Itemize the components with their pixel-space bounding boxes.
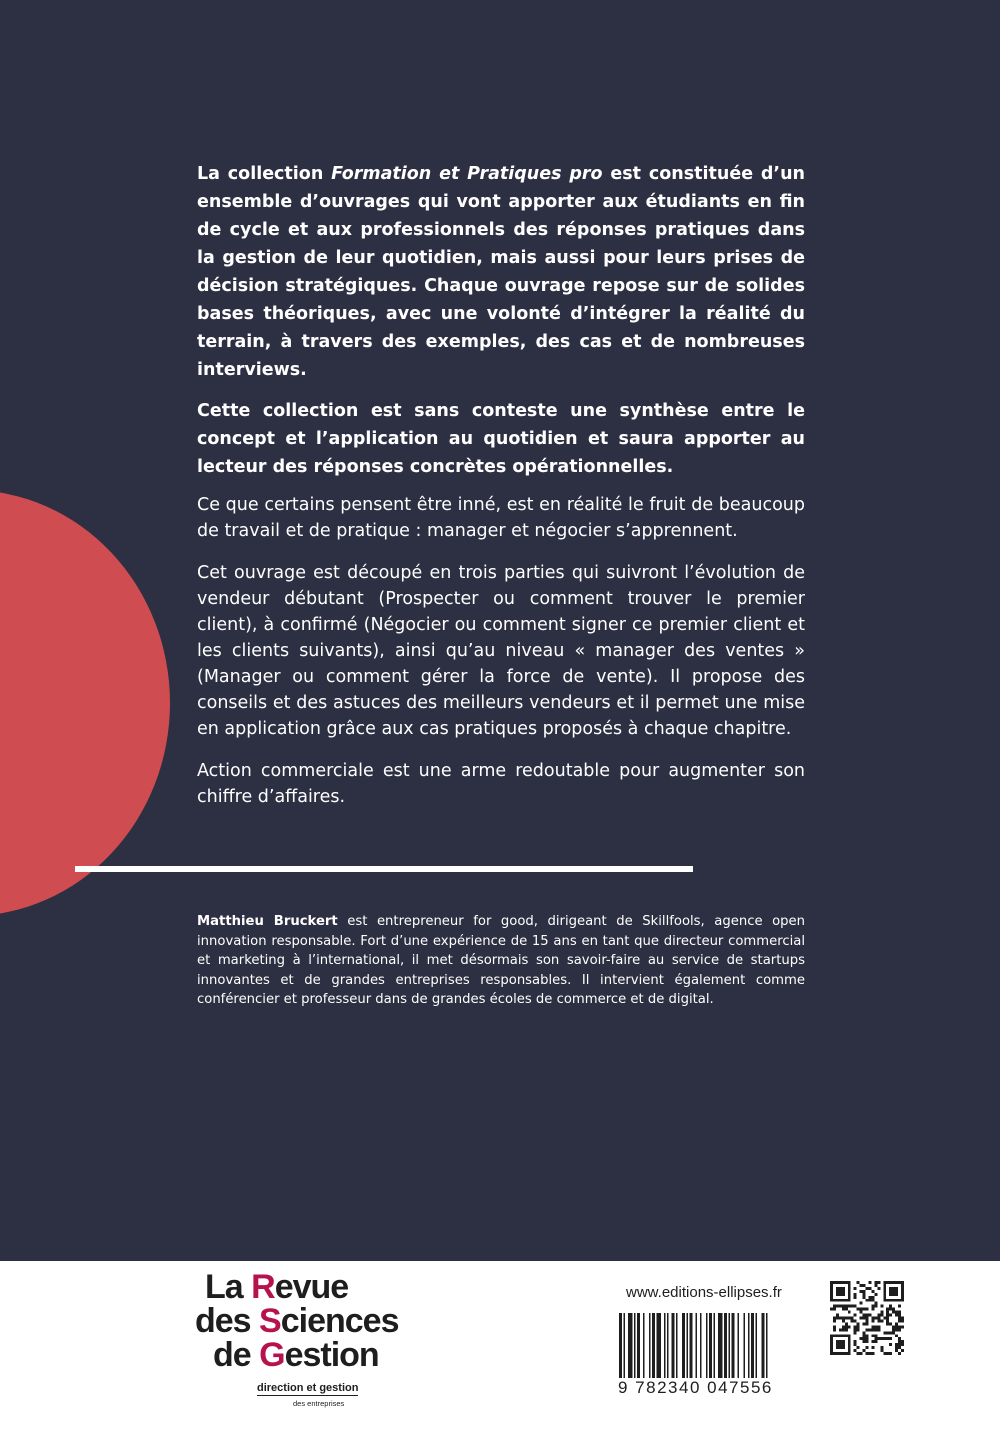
qr-module: [830, 1299, 851, 1302]
qr-module: [830, 1334, 833, 1355]
qr-module: [895, 1328, 898, 1331]
qr-module: [871, 1319, 874, 1322]
qr-module: [842, 1305, 845, 1308]
qr-module: [866, 1319, 869, 1322]
logo-line-1: La Revue: [205, 1268, 349, 1306]
qr-module: [886, 1308, 889, 1311]
qr-module: [871, 1328, 874, 1331]
qr-module: [892, 1308, 895, 1311]
barcode-bar: [649, 1313, 651, 1378]
qr-module: [883, 1281, 904, 1284]
barcode-bar: [637, 1313, 640, 1378]
qr-module: [833, 1317, 836, 1320]
qr-module: [851, 1319, 854, 1322]
qr-module: [871, 1305, 874, 1308]
qr-module: [860, 1308, 863, 1311]
barcode-bar: [687, 1313, 689, 1378]
qr-module: [868, 1281, 871, 1284]
qr-module: [880, 1337, 883, 1340]
qr-module: [851, 1317, 854, 1320]
qr-module: [868, 1296, 871, 1299]
qr-module: [830, 1308, 833, 1311]
qr-module: [895, 1325, 898, 1328]
qr-module: [848, 1305, 851, 1308]
qr-module: [842, 1325, 845, 1328]
qr-module: [877, 1314, 880, 1317]
collection-intro: [197, 160, 805, 494]
qr-module: [836, 1317, 839, 1320]
qr-module: [886, 1314, 889, 1317]
qr-module: [860, 1311, 863, 1314]
qr-module: [848, 1281, 851, 1302]
qr-module: [863, 1340, 866, 1343]
barcode-bar: [634, 1313, 636, 1378]
qr-module: [839, 1305, 842, 1308]
description-paragraph-2: Cet ouvrage est découpé en trois parties qui suivront l’évolution de vendeur débutant (Prospecter ou comment trouver le premier client), à confirmé (Négocier ou comment signer ce premier client et les clients suivants), ainsi qu’au niveau « manager des ventes » (Manager ou comment gérer la force de vente). Il propose des conseils et des astuces des meilleurs vendeurs et il permet une mise en application grâce aux cas pratiques proposés à chaque chapitre.: [197, 563, 805, 739]
qr-module: [874, 1293, 877, 1296]
divider-line: [75, 866, 693, 872]
qr-module: [898, 1317, 901, 1320]
qr-module: [895, 1343, 898, 1346]
qr-module: [866, 1299, 869, 1302]
qr-module: [857, 1308, 860, 1311]
qr-module: [863, 1308, 866, 1311]
qr-module: [833, 1308, 836, 1311]
qr-module: [889, 1308, 892, 1311]
qr-module: [830, 1334, 851, 1337]
qr-module: [863, 1317, 866, 1320]
qr-module: [842, 1317, 845, 1320]
logo-line-2: des Sciences: [195, 1302, 399, 1340]
collection-name: Formation et Pratiques pro: [331, 164, 603, 184]
qr-module: [866, 1287, 869, 1290]
qr-module: [871, 1296, 874, 1299]
barcode-bar: [732, 1313, 735, 1378]
qr-module: [863, 1314, 866, 1317]
qr-module: [871, 1299, 874, 1302]
barcode-bar: [766, 1313, 768, 1378]
barcode-bar: [696, 1313, 698, 1378]
book-description: [197, 492, 805, 826]
qr-module: [866, 1346, 869, 1349]
qr-module: [877, 1337, 880, 1340]
qr-module: [895, 1334, 898, 1337]
qr-module: [898, 1311, 901, 1314]
qr-module: [901, 1343, 904, 1346]
qr-module: [886, 1311, 889, 1314]
qr-module: [874, 1281, 877, 1284]
isbn-barcode: [617, 1313, 813, 1378]
qr-module: [866, 1340, 869, 1343]
qr-module: [871, 1308, 874, 1311]
qr-module: [836, 1314, 839, 1317]
qr-module: [830, 1281, 833, 1302]
publisher-url: www.editions-ellipses.fr: [626, 1284, 782, 1301]
qr-module: [877, 1281, 880, 1284]
barcode-bar: [676, 1313, 678, 1378]
qr-module: [854, 1328, 857, 1331]
qr-module: [863, 1334, 866, 1337]
qr-module: [842, 1328, 845, 1331]
qr-module: [860, 1284, 863, 1287]
qr-module: [839, 1328, 842, 1331]
qr-module: [868, 1352, 871, 1355]
qr-module: [874, 1328, 877, 1331]
qr-module: [901, 1349, 904, 1352]
qr-module: [898, 1305, 901, 1308]
barcode-bar: [652, 1313, 655, 1378]
qr-module: [868, 1314, 871, 1317]
qr-module: [877, 1325, 880, 1328]
qr-module: [883, 1281, 886, 1302]
barcode-bar: [628, 1313, 633, 1378]
qr-module: [863, 1293, 866, 1296]
qr-module: [886, 1319, 889, 1322]
qr-module: [868, 1287, 871, 1290]
barcode-bar: [682, 1313, 685, 1378]
qr-module: [863, 1337, 866, 1340]
qr-module: [889, 1322, 892, 1325]
description-paragraph-1: Ce que certains pensent être inné, est en réalité le fruit de beaucoup de travail et de pratique : manager et négocier s’apprennent.: [197, 495, 805, 541]
qr-module: [845, 1322, 848, 1325]
qr-module: [854, 1293, 857, 1296]
qr-module: [854, 1325, 857, 1328]
qr-module: [898, 1346, 901, 1349]
qr-module: [871, 1346, 874, 1349]
barcode-bar: [738, 1313, 740, 1378]
qr-module: [871, 1352, 874, 1355]
logo-subtitle-small: des entreprises: [293, 1399, 345, 1408]
qr-module: [866, 1352, 869, 1355]
qr-module: [883, 1337, 886, 1340]
qr-module: [874, 1334, 877, 1337]
qr-module: [857, 1322, 860, 1325]
logo-subtitle: direction et gestion: [257, 1382, 359, 1394]
qr-module: [874, 1337, 877, 1340]
qr-module: [854, 1331, 857, 1334]
logo-line-3: de Gestion: [213, 1336, 379, 1374]
qr-module: [857, 1352, 860, 1355]
qr-module: [871, 1340, 874, 1343]
qr-module: [833, 1319, 836, 1322]
barcode-bar: [729, 1313, 731, 1378]
qr-module: [839, 1317, 842, 1320]
qr-module: [842, 1319, 845, 1322]
qr-module: [848, 1334, 851, 1355]
qr-module: [871, 1290, 874, 1293]
qr-module: [866, 1328, 869, 1331]
qr-module: [866, 1314, 869, 1317]
isbn-number: 9 782340 047556: [618, 1378, 773, 1397]
barcode-bar: [690, 1313, 693, 1378]
qr-module: [901, 1325, 904, 1328]
qr-module: [857, 1346, 860, 1349]
barcode-bar: [706, 1313, 708, 1378]
qr-module: [895, 1314, 898, 1317]
qr-module: [901, 1317, 904, 1320]
author-name: Matthieu Bruckert: [197, 914, 338, 929]
qr-module: [874, 1305, 877, 1308]
qr-module: [866, 1322, 869, 1325]
qr-module: [866, 1317, 869, 1320]
qr-module: [877, 1319, 880, 1322]
qr-module: [857, 1281, 860, 1284]
qr-module: [860, 1302, 863, 1305]
qr-module: [895, 1349, 898, 1352]
qr-module: [863, 1284, 866, 1287]
qr-module: [836, 1305, 839, 1308]
qr-module: [889, 1331, 892, 1334]
barcode-bar: [744, 1313, 746, 1378]
qr-module: [892, 1331, 895, 1334]
qr-module: [860, 1317, 863, 1320]
qr-module: [898, 1337, 901, 1340]
qr-module: [889, 1337, 892, 1340]
qr-module: [863, 1331, 866, 1334]
qr-module: [848, 1317, 851, 1320]
barcode-bar: [619, 1313, 622, 1378]
qr-module: [877, 1328, 880, 1331]
qr-module: [863, 1349, 866, 1352]
qr-module: [833, 1305, 836, 1308]
decorative-red-circle: [0, 490, 170, 916]
qr-code: [830, 1281, 904, 1355]
intro-paragraph-1: La collection Formation et Pratiques pro est constituée d’un ensemble d’ouvrages qui vont apporter aux étudiants en fin de cycle et aux professionnels des réponses pratiques dans la gestion de leur quotidien, mais aussi pour leurs prises de décision stratégiques. Chaque ouvrage repose sur de solides bases théoriques, avec une volonté d’intégrer la réalité du terrain, à travers des exemples, des cas et de nombreuses interviews.: [197, 164, 805, 380]
qr-module: [845, 1308, 848, 1311]
qr-module: [863, 1322, 866, 1325]
qr-module: [898, 1340, 901, 1343]
qr-module: [845, 1317, 848, 1320]
qr-module: [886, 1352, 889, 1355]
qr-module: [886, 1337, 889, 1340]
barcode-bar: [700, 1313, 702, 1378]
description-paragraph-3: Action commerciale est une arme redoutable pour augmenter son chiffre d’affaires.: [197, 761, 805, 807]
barcode-bar: [748, 1313, 750, 1378]
qr-module: [877, 1317, 880, 1320]
barcode-bar: [664, 1313, 666, 1378]
qr-module: [880, 1346, 883, 1349]
qr-module: [854, 1343, 857, 1346]
qr-module: [895, 1311, 898, 1314]
qr-module: [889, 1287, 898, 1296]
qr-module: [898, 1314, 901, 1317]
barcode-bar: [751, 1313, 754, 1378]
qr-module: [845, 1305, 848, 1308]
barcode-bar: [672, 1313, 675, 1378]
qr-module: [877, 1287, 880, 1290]
qr-module: [848, 1311, 851, 1314]
qr-module: [830, 1281, 851, 1284]
barcode-bar: [718, 1313, 723, 1378]
qr-module: [901, 1319, 904, 1322]
barcode-bar: [762, 1313, 765, 1378]
qr-module: [866, 1337, 869, 1340]
qr-module: [892, 1328, 895, 1331]
qr-module: [871, 1325, 874, 1328]
qr-module: [868, 1299, 871, 1302]
qr-module: [880, 1349, 883, 1352]
qr-module: [880, 1305, 883, 1308]
qr-module: [871, 1317, 874, 1320]
qr-module: [842, 1308, 845, 1311]
qr-module: [860, 1290, 863, 1293]
qr-module: [854, 1305, 857, 1308]
qr-module: [874, 1340, 877, 1343]
qr-module: [895, 1322, 898, 1325]
qr-module: [880, 1319, 883, 1322]
qr-module: [880, 1311, 883, 1314]
qr-module: [854, 1296, 857, 1299]
qr-module: [857, 1328, 860, 1331]
qr-module: [860, 1337, 863, 1340]
qr-module: [836, 1287, 845, 1296]
qr-module: [889, 1343, 892, 1346]
qr-module: [851, 1305, 854, 1308]
qr-module: [883, 1331, 886, 1334]
qr-module: [886, 1331, 889, 1334]
qr-module: [833, 1328, 836, 1331]
qr-module: [854, 1340, 857, 1343]
qr-module: [889, 1305, 892, 1308]
qr-module: [901, 1340, 904, 1343]
qr-module: [874, 1302, 877, 1305]
qr-module: [854, 1314, 857, 1317]
barcode-bar: [667, 1313, 669, 1378]
qr-module: [866, 1308, 869, 1311]
publisher-logo: [195, 1268, 425, 1431]
qr-module: [848, 1325, 851, 1328]
qr-module: [874, 1317, 877, 1320]
qr-module: [854, 1349, 857, 1352]
barcode-bar: [714, 1313, 716, 1378]
qr-module: [874, 1325, 877, 1328]
qr-module: [892, 1325, 895, 1328]
footer: [0, 1261, 1000, 1455]
qr-module: [836, 1340, 845, 1349]
qr-module: [898, 1343, 901, 1346]
intro-paragraph-2: Cette collection est sans conteste une synthèse entre le concept et l’application au quotidien et saura apporter au lecteur des réponses concrètes opérationnelles.: [197, 401, 805, 477]
qr-module: [857, 1325, 860, 1328]
barcode-bar: [756, 1313, 758, 1378]
qr-module: [880, 1314, 883, 1317]
qr-module: [898, 1325, 901, 1328]
qr-module: [863, 1290, 866, 1293]
qr-module: [830, 1352, 851, 1355]
qr-module: [874, 1284, 877, 1287]
barcode-bar: [643, 1313, 645, 1378]
qr-module: [886, 1317, 889, 1320]
qr-module: [871, 1334, 874, 1337]
barcode-bar: [624, 1313, 626, 1378]
qr-module: [895, 1346, 898, 1349]
qr-module: [886, 1322, 889, 1325]
qr-module: [845, 1325, 848, 1328]
qr-module: [898, 1352, 901, 1355]
qr-module: [868, 1328, 871, 1331]
qr-module: [863, 1296, 866, 1299]
qr-module: [883, 1352, 886, 1355]
qr-module: [854, 1287, 857, 1290]
qr-module: [892, 1311, 895, 1314]
author-bio: Matthieu Bruckert est entrepreneur for good, dirigeant de Skillfools, agence open innovation responsable. Fort d’une expérience de 15 ans en tant que directeur commercial et marketing à l’international, il met désormais son savoir-faire au service de startups innovantes et de grandes entreprises responsables. Il intervient également comme conférencier et professeur dans de grandes écoles de commerce et de digital.: [197, 914, 806, 1008]
qr-module: [854, 1319, 857, 1322]
qr-module: [901, 1281, 904, 1302]
barcode-bar: [724, 1313, 727, 1378]
qr-module: [889, 1352, 892, 1355]
qr-module: [845, 1328, 848, 1331]
qr-module: [833, 1325, 836, 1328]
qr-module: [898, 1319, 901, 1322]
barcode-bar: [657, 1313, 662, 1378]
qr-module: [883, 1317, 886, 1320]
qr-module: [866, 1334, 869, 1337]
qr-module: [860, 1352, 863, 1355]
qr-module: [889, 1314, 892, 1317]
barcode-bar: [709, 1313, 712, 1378]
qr-module: [883, 1299, 904, 1302]
qr-module: [898, 1328, 901, 1331]
